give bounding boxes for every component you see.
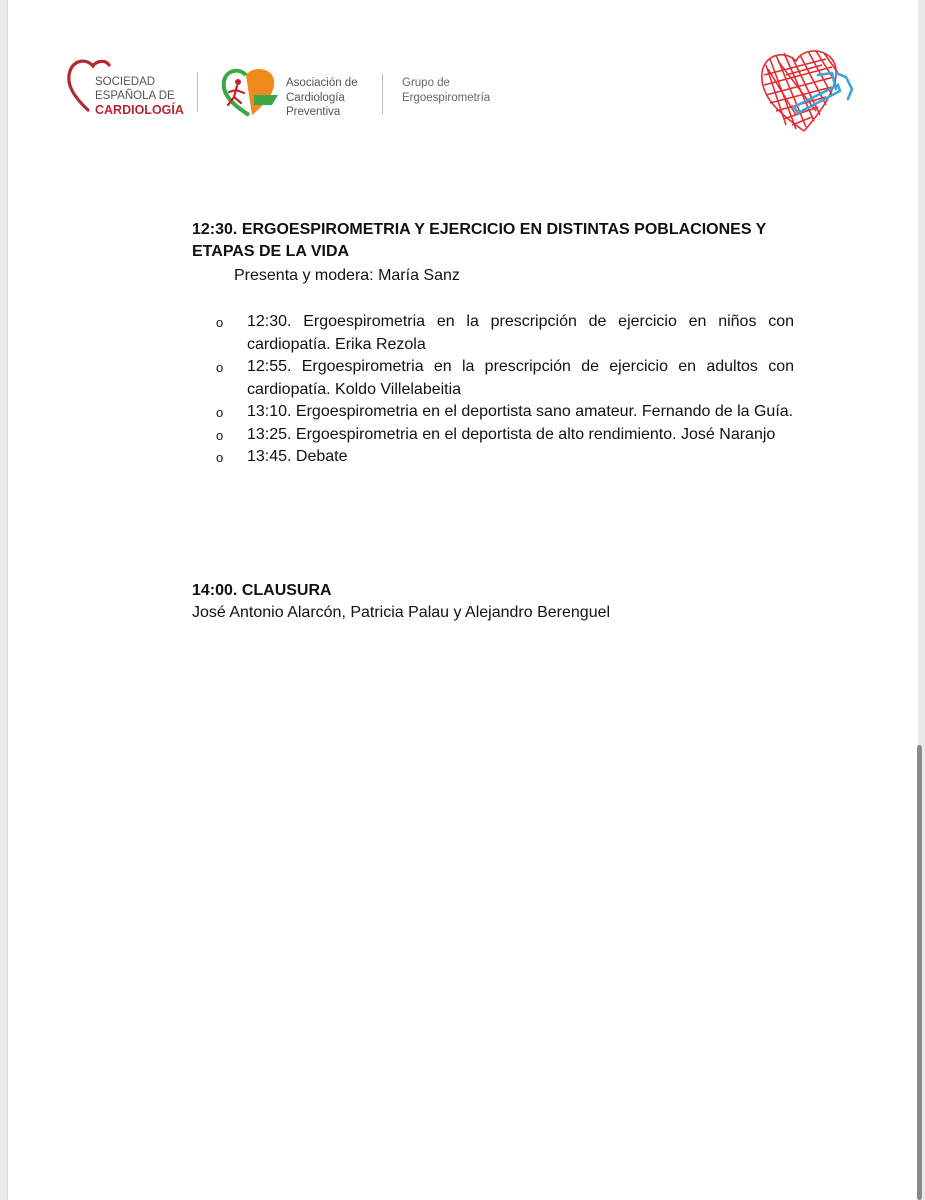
grupo-logo [402, 76, 490, 105]
agenda-item [216, 311, 794, 356]
bullet-icon: o [216, 405, 224, 420]
bullet-icon: o [216, 427, 224, 443]
sec-line1: SOCIEDAD [95, 76, 156, 88]
bullet-icon: o [216, 315, 224, 330]
agenda-item-text: 13:25. Ergoespirometria en el deportista de alto rendimiento. José Naranjo [247, 425, 776, 443]
document-page [8, 0, 918, 1200]
logo-divider [382, 74, 383, 114]
vertical-scrollbar[interactable] [917, 745, 922, 1200]
agenda-item [216, 424, 794, 447]
grupo-line1: Grupo de [402, 77, 450, 89]
acp-line1: Asociación de [286, 77, 358, 89]
session-moderator: Presenta y modera: María Sanz [234, 267, 460, 284]
runner-heart-icon [216, 65, 282, 121]
session-title: 12:30. ERGOESPIROMETRIA Y EJERCICIO EN DISTINTAS POBLACIONES Y ETAPAS DE LA VIDA [192, 221, 767, 260]
scribble-heart-icon [756, 45, 866, 137]
agenda-item-text: 13:45. Debate [247, 448, 348, 465]
agenda-item-text: 12:30. Ergoespirometria en la prescripción de ejercicio en niños con cardiopatía. Erika Rezola [247, 313, 794, 353]
agenda-item [216, 446, 794, 469]
bullet-icon: o [216, 360, 224, 375]
agenda-item [216, 401, 794, 424]
agenda-list [216, 311, 794, 469]
sec-line3: CARDIOLOGÍA [95, 103, 184, 117]
acp-line3: Preventiva [286, 106, 341, 118]
sec-line2: ESPAÑOLA DE [95, 90, 175, 102]
acp-line2: Cardiología [286, 91, 345, 104]
closing-names: José Antonio Alarcón, Patricia Palau y Alejandro Berenguel [192, 604, 611, 621]
bullet-icon: o [216, 450, 224, 465]
sec-logo [66, 55, 196, 121]
agenda-item-text: 12:55. Ergoespirometria en la prescripción de ejercicio en adultos con cardiopatía. Koldo Villelabeitia [247, 358, 794, 398]
agenda-item [216, 356, 794, 401]
closing-title: 14:00. CLAUSURA [192, 582, 332, 599]
logo-divider [197, 72, 198, 112]
heart-treadmill-logo [756, 45, 866, 137]
agenda-item-text: 13:10. Ergoespirometria en el deportista sano amateur. Fernando de la Guía. [247, 403, 794, 420]
acp-logo [216, 65, 376, 121]
grupo-line2: Ergoespirometría [402, 91, 491, 104]
